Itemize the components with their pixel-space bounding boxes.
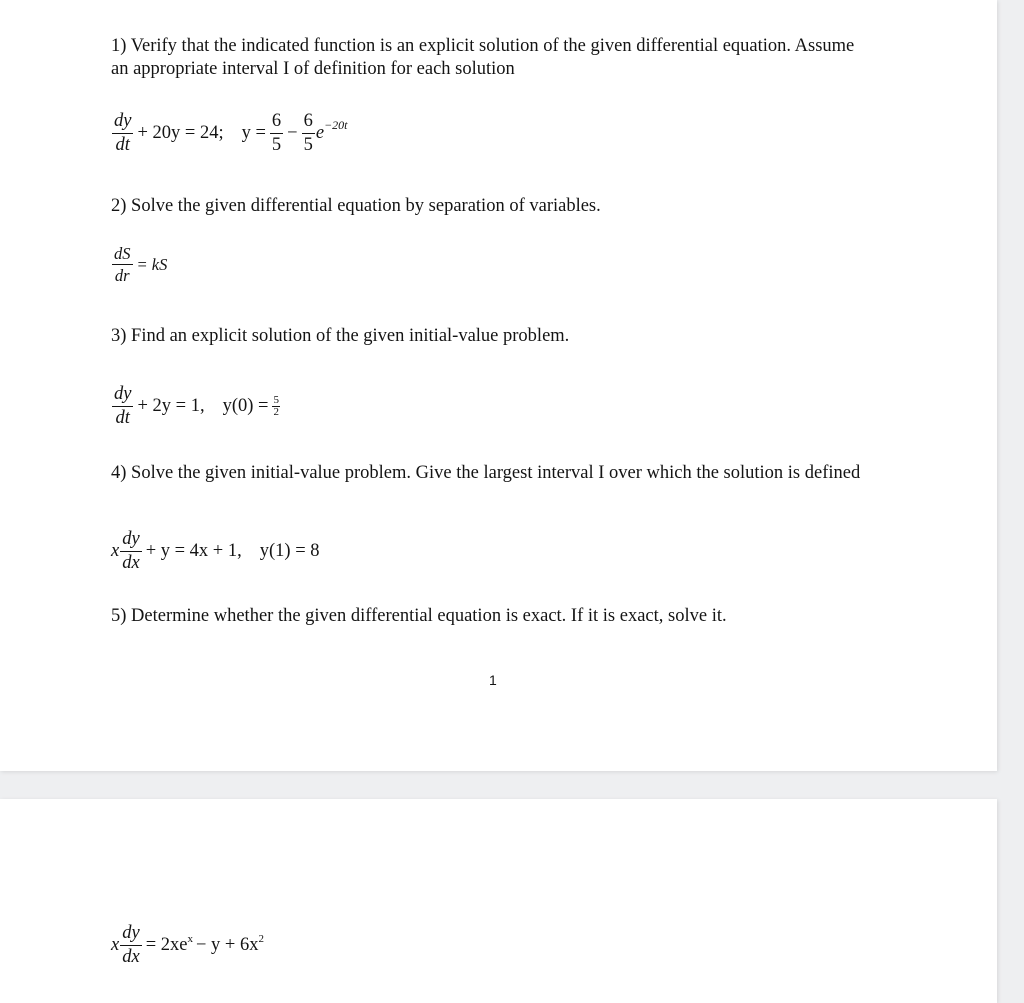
- coefficient-fraction-1: $\frac{6}{5}$: [271, 111, 282, 156]
- problem-2-prompt: 2) Solve the given differential equation by separation of variables.: [111, 196, 601, 216]
- page-number: 1: [489, 672, 497, 688]
- derivative-fraction: $\frac{dS}{dr}$: [114, 244, 131, 286]
- problem-1-equation: $\frac{dy}{dt}$ + 20y = 24; y = $\frac{6}{5}$ − $\frac{6}{5}$ e −20t: [114, 111, 348, 156]
- problem-4-equation: x $\frac{dy}{dx}$ + y = 4x + 1, y(1) = 8: [111, 529, 320, 574]
- exponent: −20t: [324, 118, 348, 133]
- initial-value-fraction: $\frac{5}{2}$: [273, 393, 279, 419]
- derivative-fraction: $\frac{dy}{dx}$: [122, 923, 140, 968]
- problem-3-prompt: 3) Find an explicit solution of the given initial-value problem.: [111, 326, 570, 346]
- problem-5-prompt: 5) Determine whether the given differential equation is exact. If it is exact, solve it.: [111, 606, 727, 626]
- document-page-2: [0, 799, 997, 1003]
- derivative-fraction: $\frac{dy}{dt}$: [114, 111, 132, 156]
- problem-2-equation: $\frac{dS}{dr}$ = kS: [114, 244, 168, 286]
- problem-1-prompt: 1) Verify that the indicated function is an explicit solution of the given differential equation. Assume an appropriate interval I of definition for each solution: [111, 36, 855, 79]
- coefficient-fraction-2: $\frac{6}{5}$: [303, 111, 313, 156]
- problem-4-prompt: 4) Solve the given initial-value problem. Give the largest interval I over which the solution is defined: [111, 463, 861, 483]
- problem-5-equation: x $\frac{dy}{dx}$ = 2xe x − y + 6x 2: [111, 923, 264, 968]
- problem-3-equation: $\frac{dy}{dt}$ + 2y = 1, y(0) = $\frac{5}{2}$: [114, 384, 279, 429]
- derivative-fraction: $\frac{dy}{dt}$: [114, 384, 132, 429]
- derivative-fraction: $\frac{dy}{dx}$: [122, 529, 140, 574]
